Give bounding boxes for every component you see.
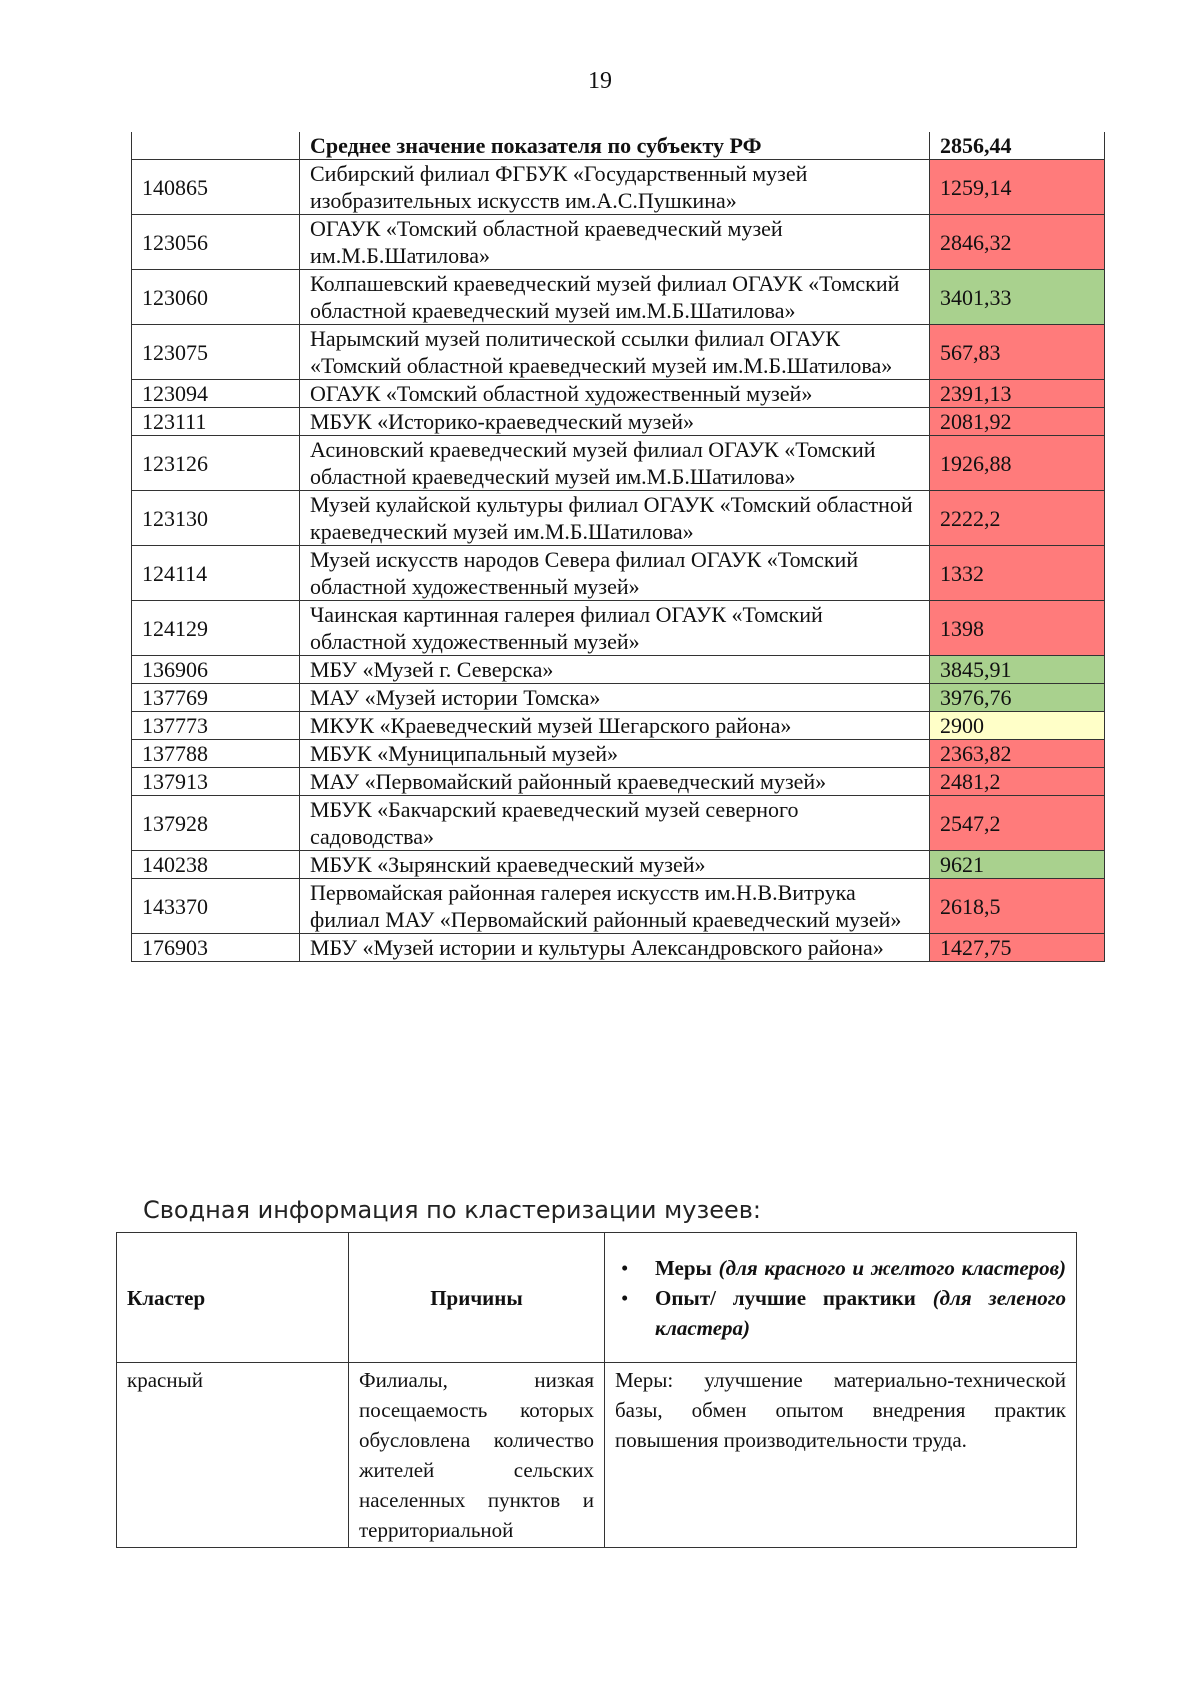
table-row xyxy=(132,160,1105,215)
museum-id-cell: 123130 xyxy=(132,491,300,546)
indicator-value-cell: 2363,82 xyxy=(930,740,1105,768)
table-row xyxy=(132,325,1105,380)
measures-header-cell xyxy=(605,1233,1077,1363)
table-header-row xyxy=(132,132,1105,160)
table-row xyxy=(132,436,1105,491)
indicator-value-cell: 3845,91 xyxy=(930,656,1105,684)
cluster-header-row xyxy=(117,1233,1077,1363)
section-title: Сводная информация по кластеризации музеев: xyxy=(143,1196,761,1224)
museum-name-cell: Первомайская районная галерея искусств им.Н.В.Витрука филиал МАУ «Первомайский районный краеведческий музей» xyxy=(300,879,930,934)
cluster-summary-table xyxy=(116,1232,1077,1548)
museum-name-cell: Музей искусств народов Севера филиал ОГАУК «Томский областной художественный музей» xyxy=(300,546,930,601)
indicator-value-cell: 1259,14 xyxy=(930,160,1105,215)
museum-id-cell: 176903 xyxy=(132,934,300,962)
practices-label: Опыт/ лучшие практики xyxy=(655,1285,916,1310)
table-row xyxy=(132,712,1105,740)
museum-id-cell: 137928 xyxy=(132,796,300,851)
museum-id-cell: 124129 xyxy=(132,601,300,656)
indicator-value-cell: 9621 xyxy=(930,851,1105,879)
museum-id-cell: 140865 xyxy=(132,160,300,215)
museum-name-cell: МБУК «Зырянский краеведческий музей» xyxy=(300,851,930,879)
museum-id-cell: 143370 xyxy=(132,879,300,934)
museum-name-cell: МБУК «Историко-краеведческий музей» xyxy=(300,408,930,436)
museum-name-cell: ОГАУК «Томский областной краеведческий музей им.М.Б.Шатилова» xyxy=(300,215,930,270)
museum-id-cell: 123060 xyxy=(132,270,300,325)
museum-name-cell: Колпашевский краеведческий музей филиал ОГАУК «Томский областной краеведческий музей им.М.Б.Шатилова» xyxy=(300,270,930,325)
museum-id-cell: 136906 xyxy=(132,656,300,684)
header-id-cell xyxy=(132,132,300,160)
reasons-header-cell: Причины xyxy=(349,1233,605,1363)
museum-name-cell: Чаинская картинная галерея филиал ОГАУК «Томский областной художественный музей» xyxy=(300,601,930,656)
cluster-reasons-cell: Филиалы, низкая посещаемость которых обусловлена количество жителей сельских населенных пунктов и территориальной xyxy=(349,1363,605,1548)
indicator-value-cell: 2391,13 xyxy=(930,380,1105,408)
museum-id-cell: 123094 xyxy=(132,380,300,408)
indicator-value-cell: 1332 xyxy=(930,546,1105,601)
indicator-value-cell: 1926,88 xyxy=(930,436,1105,491)
table-row xyxy=(132,796,1105,851)
table-row xyxy=(132,851,1105,879)
practices-bullet xyxy=(615,1283,1066,1343)
table-row xyxy=(132,768,1105,796)
museum-name-cell: МКУК «Краеведческий музей Шегарского района» xyxy=(300,712,930,740)
indicator-value-cell: 567,83 xyxy=(930,325,1105,380)
cluster-header-cell: Кластер xyxy=(117,1233,349,1363)
page-number: 19 xyxy=(588,68,612,94)
museum-id-cell: 137769 xyxy=(132,684,300,712)
table-row xyxy=(132,408,1105,436)
museum-id-cell: 137788 xyxy=(132,740,300,768)
indicator-value-cell: 2222,2 xyxy=(930,491,1105,546)
bullet-icon: • xyxy=(621,1285,629,1310)
museum-id-cell: 140238 xyxy=(132,851,300,879)
cluster-name-cell: красный xyxy=(117,1363,349,1548)
cluster-row xyxy=(117,1363,1077,1548)
museum-id-cell: 123056 xyxy=(132,215,300,270)
museum-name-cell: МБУК «Бакчарский краеведческий музей северного садоводства» xyxy=(300,796,930,851)
indicator-value-cell: 2081,92 xyxy=(930,408,1105,436)
museum-name-cell: МБУ «Музей г. Северска» xyxy=(300,656,930,684)
indicator-value-cell: 2900 xyxy=(930,712,1105,740)
table-row xyxy=(132,879,1105,934)
table-row xyxy=(132,934,1105,962)
museum-id-cell: 123111 xyxy=(132,408,300,436)
indicator-value-cell: 1427,75 xyxy=(930,934,1105,962)
museum-id-cell: 123075 xyxy=(132,325,300,380)
table-row xyxy=(132,684,1105,712)
museum-name-cell: ОГАУК «Томский областной художественный музей» xyxy=(300,380,930,408)
practices-note: (для зеленого кластера) xyxy=(655,1285,1067,1340)
museum-name-cell: Сибирский филиал ФГБУК «Государственный музей изобразительных искусств им.А.С.Пушкина» xyxy=(300,160,930,215)
museum-name-cell: Нарымский музей политической ссылки филиал ОГАУК «Томский областной краеведческий музей им.М.Б.Шатилова» xyxy=(300,325,930,380)
measures-label: Меры xyxy=(655,1255,712,1280)
table-row xyxy=(132,491,1105,546)
museum-id-cell: 123126 xyxy=(132,436,300,491)
indicator-value-cell: 2846,32 xyxy=(930,215,1105,270)
museum-name-cell: МБУ «Музей истории и культуры Александровского района» xyxy=(300,934,930,962)
museum-name-cell: Асиновский краеведческий музей филиал ОГАУК «Томский областной краеведческий музей им.М.Б.Шатилова» xyxy=(300,436,930,491)
header-name-cell: Среднее значение показателя по субъекту РФ xyxy=(300,132,930,160)
table-row xyxy=(132,740,1105,768)
museum-id-cell: 137913 xyxy=(132,768,300,796)
museum-name-cell: МАУ «Музей истории Томска» xyxy=(300,684,930,712)
measures-bullet xyxy=(615,1253,1066,1283)
indicator-value-cell: 2547,2 xyxy=(930,796,1105,851)
indicator-value-cell: 1398 xyxy=(930,601,1105,656)
cluster-measures-cell: Меры: улучшение материально-технической базы, обмен опытом внедрения практик повышения производительности труда. xyxy=(605,1363,1077,1548)
measures-note: (для красного и желтого кластеров) xyxy=(718,1255,1067,1280)
table-row xyxy=(132,546,1105,601)
museum-id-cell: 137773 xyxy=(132,712,300,740)
indicator-value-cell: 2481,2 xyxy=(930,768,1105,796)
museum-indicator-table xyxy=(131,132,1105,962)
header-value-cell: 2856,44 xyxy=(930,132,1105,160)
indicator-value-cell: 3976,76 xyxy=(930,684,1105,712)
bullet-icon: • xyxy=(621,1255,629,1280)
museum-name-cell: Музей кулайской культуры филиал ОГАУК «Томский областной краеведческий музей им.М.Б.Шатилова» xyxy=(300,491,930,546)
museum-name-cell: МАУ «Первомайский районный краеведческий музей» xyxy=(300,768,930,796)
museum-id-cell: 124114 xyxy=(132,546,300,601)
indicator-value-cell: 2618,5 xyxy=(930,879,1105,934)
table-row xyxy=(132,270,1105,325)
table-row xyxy=(132,380,1105,408)
table-row xyxy=(132,656,1105,684)
table-row xyxy=(132,215,1105,270)
table-row xyxy=(132,601,1105,656)
indicator-value-cell: 3401,33 xyxy=(930,270,1105,325)
museum-name-cell: МБУК «Муниципальный музей» xyxy=(300,740,930,768)
